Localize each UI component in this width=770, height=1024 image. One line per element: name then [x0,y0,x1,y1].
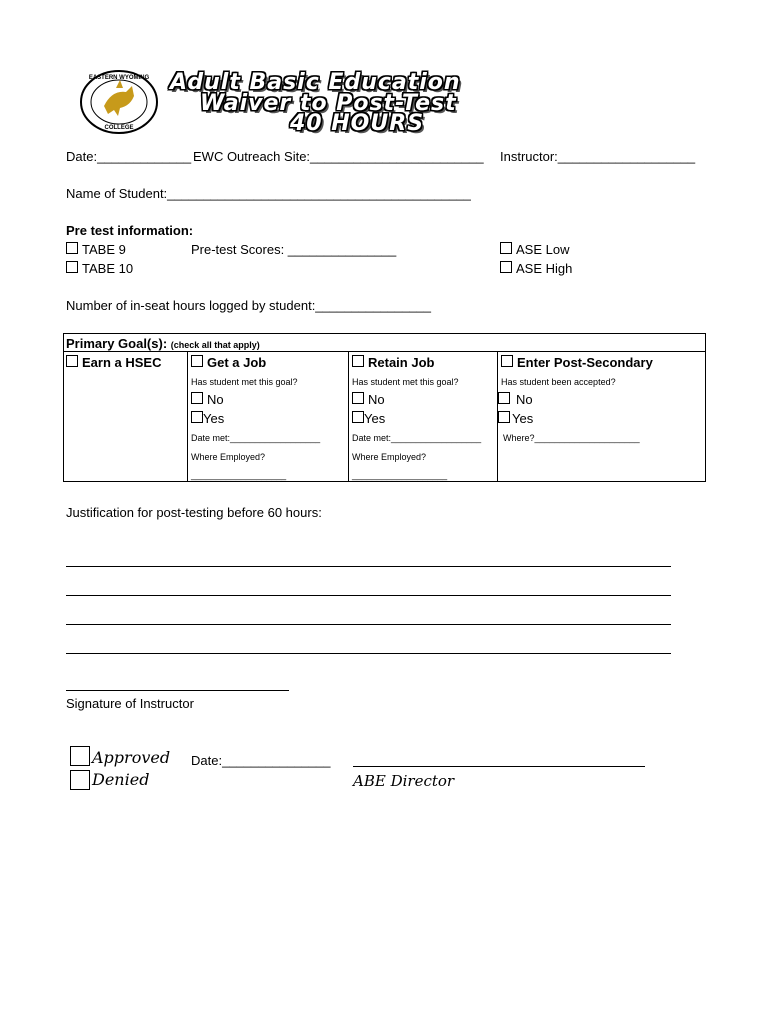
ase-low-checkbox[interactable] [500,242,512,254]
get-job-checkbox[interactable] [191,355,203,367]
get-job-date-field[interactable]: Date met:__________________ [191,433,321,443]
pretest-heading: Pre test information: [66,223,194,238]
goals-header-divider [63,351,706,352]
justification-line-3[interactable] [66,624,671,625]
approved-checkbox[interactable] [70,746,90,766]
ase-low-label: ASE Low [516,242,570,257]
post-secondary-no-label: No [516,392,533,407]
ase-high-label: ASE High [516,261,573,276]
hsec-label: Earn a HSEC [82,355,162,370]
retain-job-yes-label: Yes [364,411,386,426]
justification-line-4[interactable] [66,653,671,654]
post-secondary-yes-label: Yes [512,411,534,426]
date-field[interactable]: Date:_____________ [66,149,192,164]
goals-col-divider-1 [187,351,188,482]
student-name-field[interactable]: Name of Student:__________________________________________ [66,186,471,201]
post-secondary-label: Enter Post-Secondary [517,355,653,370]
tabe10-checkbox[interactable] [66,261,78,273]
get-job-question: Has student met this goal? [191,377,298,387]
approval-date-field[interactable]: Date:_______________ [191,753,331,768]
get-job-no-label: No [207,392,224,407]
tabe9-checkbox[interactable] [66,242,78,254]
get-job-label: Get a Job [207,355,267,370]
college-logo [74,66,164,136]
justification-line-2[interactable] [66,595,671,596]
justification-label: Justification for post-testing before 60 hours: [66,505,322,520]
approved-label: Approved [92,748,171,767]
logo-top-text: EASTERN WYOMING [88,75,150,81]
retain-job-label: Retain Job [368,355,435,370]
goals-heading-note: (check all that apply) [170,340,260,350]
justification-line-1[interactable] [66,566,671,567]
denied-checkbox[interactable] [70,770,90,790]
ase-high-checkbox[interactable] [500,261,512,273]
post-secondary-no-checkbox[interactable] [498,392,510,404]
retain-job-date-field[interactable]: Date met:__________________ [352,433,482,443]
retain-job-where-field[interactable]: ___________________ [352,470,448,480]
title-line-1: Adult Basic Education [170,70,461,95]
title-line-2: Waiver to Post-Test [200,91,457,116]
denied-label: Denied [92,770,150,789]
retain-job-no-label: No [368,392,385,407]
retain-job-no-checkbox[interactable] [352,392,364,404]
get-job-no-checkbox[interactable] [191,392,203,404]
signature-label: Signature of Instructor [66,696,194,711]
retain-job-where-label: Where Employed? [352,452,427,462]
get-job-yes-label: Yes [203,411,225,426]
hsec-checkbox[interactable] [66,355,78,367]
post-secondary-where-field[interactable]: Where?_____________________ [503,433,640,443]
hours-field[interactable]: Number of in-seat hours logged by student:________________ [66,298,431,313]
post-secondary-checkbox[interactable] [501,355,513,367]
get-job-where-label: Where Employed? [191,452,266,462]
tabe10-label: TABE 10 [82,261,134,276]
get-job-yes-checkbox[interactable] [191,411,203,423]
pretest-scores-field[interactable]: Pre-test Scores: _______________ [191,242,397,257]
goals-col-divider-2 [348,351,349,482]
outreach-site-field[interactable]: EWC Outreach Site:________________________ [193,149,484,164]
post-secondary-question: Has student been accepted? [501,377,616,387]
tabe9-label: TABE 9 [82,242,126,257]
instructor-field[interactable]: Instructor:___________________ [500,149,696,164]
goals-heading-label: Primary Goal(s): [66,336,168,351]
post-secondary-yes-checkbox[interactable] [498,411,510,423]
get-job-where-field[interactable]: ___________________ [191,470,287,480]
director-label: ABE Director [353,772,455,790]
logo-bottom-text: COLLEGE [104,125,134,131]
retain-job-question: Has student met this goal? [352,377,459,387]
goals-heading [66,336,260,351]
retain-job-checkbox[interactable] [352,355,364,367]
retain-job-yes-checkbox[interactable] [352,411,364,423]
title-line-3: 40 HOURS [290,111,425,136]
director-signature-line[interactable] [353,766,645,767]
signature-line[interactable] [66,690,289,691]
